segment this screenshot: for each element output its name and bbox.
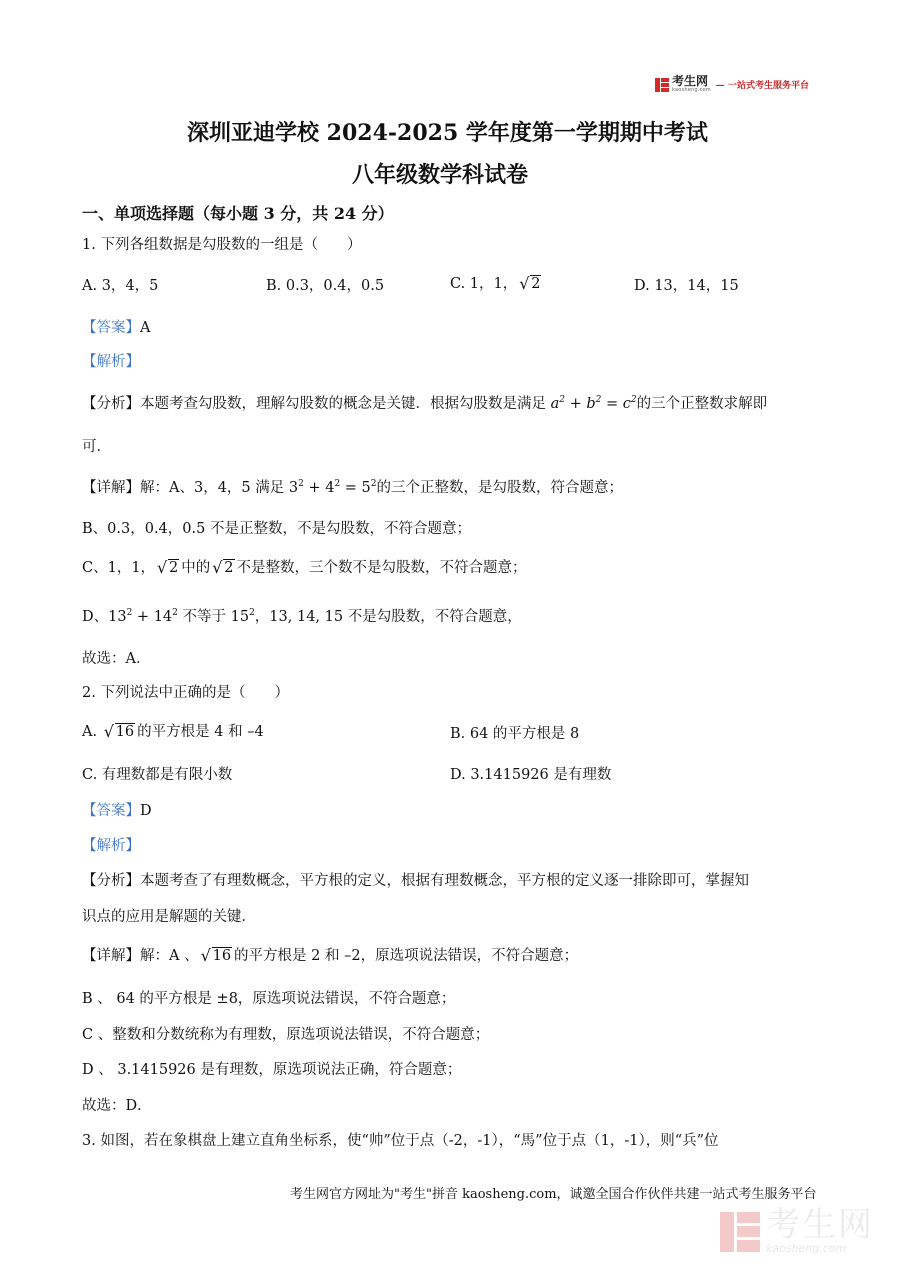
header-logo [655,76,809,93]
q2-detail-d: D 、 3.1415926 是有理数，原选项说法正确，符合题意； [82,1062,462,1078]
sqrt-2: √ 2 [519,276,541,292]
q1-option-d: D. 13，14，15 [634,278,739,294]
q1-fenxi-end: 可． [82,439,111,455]
q3-stem: 3. 如图，若在象棋盘上建立直角坐标系，使“帅”位于点（-2，-1），“馬”位于点（1，-1），则“兵”位 [82,1133,719,1149]
q1-answer: 【答案】A [82,320,151,336]
q2-fenxi: 【分析】本题考查了有理数概念，平方根的定义，根据有理数概念，平方根的定义逐一排除即可，掌握知 [82,873,749,889]
logo-name: 考生网 [672,74,709,88]
section-heading: 一、单项选择题（每小题 3 分，共 24 分） [82,204,394,223]
q1-option-a: A. 3，4，5 [82,278,159,294]
watermark-domain: kaosheng.com [766,1242,847,1255]
q2-conclusion: 故选：D． [82,1098,152,1114]
exam-subtitle: 八年级数学科试卷 [352,162,529,188]
q2-detail-a: 【详解】解：A 、√ 16 的平方根是 2 和 –2，原选项说法错误，不符合题意； [82,944,578,965]
q2-option-d: D. 3.1415926 是有理数 [450,767,612,783]
q1-stem: 1. 下列各组数据是勾股数的一组是（ ） [82,237,362,253]
logo-tagline: — 一站式考生服务平台 [715,81,809,91]
q2-detail-c: C 、整数和分数统称为有理数，原选项说法错误，不符合题意； [82,1027,490,1043]
footer-note: 考生网官方网址为"考生"拼音 kaosheng.com，诚邀全国合作伙伴共建一站式考生服务平台 [290,1187,817,1202]
q1-detail-a: 【详解】解：A、3，4，5 满足 $3^2 + 4^2 = 5^2$的三个正整数，是勾股数，符合题意； [82,479,623,496]
q1-detail-c: C、1，1，√ 2 中的√ 2 不是整数，三个数不是勾股数，不符合题意； [82,556,527,577]
q2-answer: 【答案】D [82,803,152,819]
q2-option-a: A. √ 16 的平方根是 4 和 –4 [82,720,264,741]
q1-analysis-label: 【解析】 [82,354,140,370]
q1-option-b: B. 0.3，0.4，0.5 [266,278,385,294]
q1-option-c: C. 1，1，√ 2 [450,272,543,293]
exam-title: 深圳亚迪学校 2024-2025 学年度第一学期期中考试 [187,120,708,146]
q1-conclusion: 故选：A． [82,651,151,667]
kaosheng-logo-icon [655,78,669,92]
logo-domain: kaosheng.com [672,87,711,93]
q1-fenxi: 【分析】本题考查勾股数，理解勾股数的概念是关键．根据勾股数是满足 $a^2 + b^2 = c^2$的三个正整数求解即 [82,395,768,412]
q2-detail-b: B 、 64 的平方根是 ±8，原选项说法错误，不符合题意； [82,991,456,1007]
q1-detail-d: D、$13^2 + 14^2$ 不等于 $15^2$，13, 14, 15 不是勾股数，不符合题意， [82,608,522,625]
q1-detail-b: B、0.3，0.4，0.5 不是正整数，不是勾股数，不符合题意； [82,521,471,537]
watermark [720,1205,874,1255]
watermark-name: 考生网 [766,1205,874,1245]
q2-stem: 2. 下列说法中正确的是（ ） [82,685,289,701]
q2-fenxi-end: 识点的应用是解题的关键． [82,909,256,925]
q2-option-b: B. 64 的平方根是 8 [450,726,580,742]
pythagorean-formula: $a^2 + b^2 = c^2$ [550,395,637,412]
q2-analysis-label: 【解析】 [82,838,140,854]
kaosheng-watermark-icon [720,1212,760,1252]
q2-option-c: C. 有理数都是有限小数 [82,767,233,783]
